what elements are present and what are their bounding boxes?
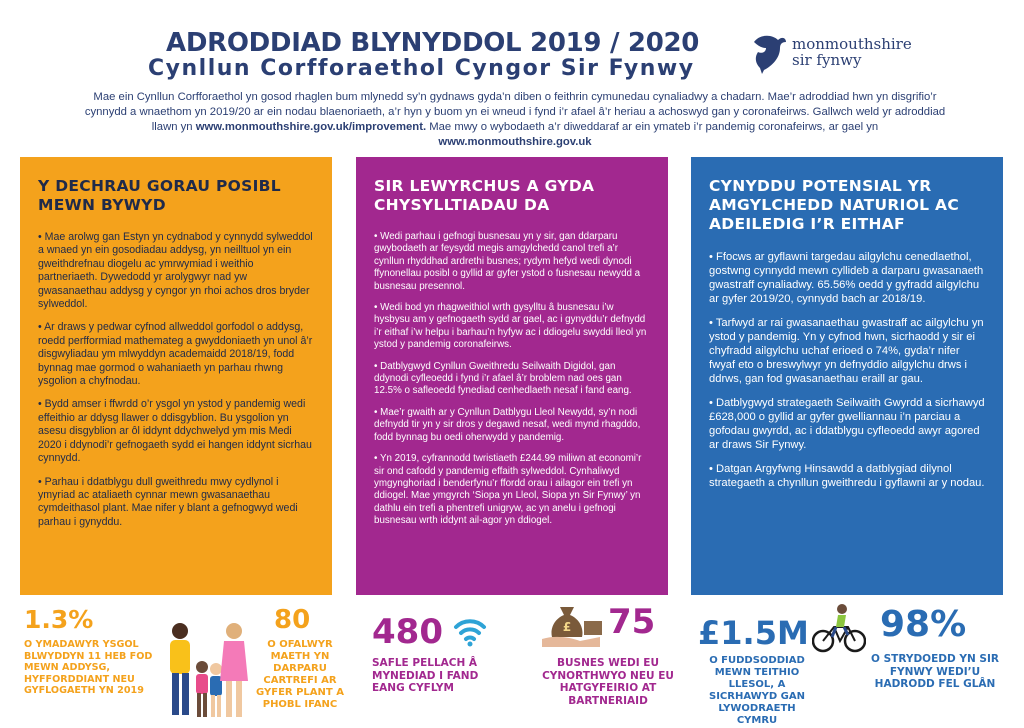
logo-line-2: sir fynwy: [792, 51, 862, 69]
intro-text-2: Mae mwy o wybodaeth a’r diweddaraf ar ein ymateb i’r pandemig coronafeirws, ar gael yn: [426, 121, 879, 133]
stat-streets-value: 98%: [880, 604, 967, 645]
logo-text: [792, 36, 912, 68]
bullet: • Bydd amser i ffwrdd o’r ysgol yn ystod y pandemig wedi effeithio ar ddysg llawer o ddisgyblion. Bu ysgolion yn asesu disgyblion ar ôl iddynt ddychwelyd ym mis Medi 2020 i ddynodi’r gefnogaeth sydd ei hangen iddynt sicrhau cynnydd.: [38, 398, 312, 465]
bullet: • Yn 2019, cyfrannodd twristiaeth £244.99 miliwn at economi’r sir ond cafodd y pandemig effaith sylweddol. Cynhaliwyd ymgynghoriad i benderfynu’r ffordd orau i ailagor ein trefi yn ddiogel. Mae ymgyrch ‘Siopa yn Lleol, Siopa yn Sir Fynwy’ yn dathlu ein trefi a phentrefi unigryw, ac yn anelu i gefnogi busnesau wrth iddynt ail-agor yn ddiogel.: [374, 453, 642, 527]
bullet: • Datblygwyd Cynllun Gweithredu Seilwaith Digidol, gan ddynodi cyfleoedd i fynd i’r afael â’r broblem nad oes gan 12.5% o safleoedd fynediad cenhedlaeth nesaf i fand eang.: [374, 360, 632, 397]
cyclist-icon: [812, 603, 866, 655]
intro-text-1: Mae ein Cynllun Corfforaethol yn gosod rhaglen bum mlynedd sy’n gydnaws gyda’n diben o feithrin cymunedau cynaliadwy a chadarn. Mae’r adroddiad hwn yn disgrifio’r cynnydd a wnaethom yn 2019/20 ar ein nodau blaenoriaeth, a’r hyn y buom yn ei wneud i fynd i’r afael â’r heriau a achoswyd gan y coronafeirws. Gallwch weld yr adroddiad llawn yn: [84, 91, 946, 133]
stat-travel-caption: O FUDDSODDIAD MEWN TEITHIO LLESOL, A SICRHAWYD GAN LYWODRAETH CYMRU: [709, 655, 805, 726]
column-environment: [691, 157, 1003, 595]
wifi-icon: [452, 613, 488, 649]
report-title: ADRODDIAD BLYNYDDOL 2019 / 2020: [166, 28, 700, 58]
stat-broadband-value: 480: [372, 612, 443, 652]
dragon-logo-icon: [750, 32, 790, 76]
bullet: • Parhau i ddatblygu dull gweithredu mwy cydlynol i ymyriad ac ataliaeth cynnar mewn gwasanaethau cymdeithasol plant. Mae nifer y blant a gefnogwyd wedi parhau i gynyddu.: [38, 475, 298, 528]
stat-streets-caption: O STRYDOEDD YN SIR FYNWY WEDI’U HADRODD FEL GLÂN: [871, 653, 999, 690]
column-heading: Y DECHRAU GORAU POSIBL MEWN BYWYD: [38, 177, 281, 214]
council-logo[interactable]: [750, 32, 912, 84]
column-prosperous: [356, 157, 668, 595]
column-heading: CYNYDDU POTENSIAL YR AMGYLCHEDD NATURIOL AC ADEILEDIG I’R EITHAF: [709, 177, 960, 233]
stat-foster-value: 80: [274, 605, 311, 635]
stat-neet-value: 1.3%: [24, 605, 94, 634]
header: [0, 0, 1024, 160]
family-illustration-icon: [158, 615, 254, 723]
bullet: • Tarfwyd ar rai gwasanaethau gwastraff ac ailgylchu yn ystod y pandemig. Yn y cyfnod hwn, sicrhaodd y sir ei chyfradd ailgylchu uchaf erioed o 74%, gyda’r nifer fwyaf eto o breswylwyr yn defnyddio ailgylchu drws i ddrws, gan fod gwasanaethau eraill ar gau.: [709, 317, 984, 385]
stat-business-value: 75: [608, 602, 656, 642]
money-bag-icon: [540, 597, 604, 651]
bullet: • Wedi bod yn rhagweithiol wrth gysylltu â busnesau i’w hysbysu am y gefnogaeth sydd ar gael, ac i gynyddu’r defnydd i’r eithaf i’w helpu i barhau’n hyfyw ac i ddiogelu swyddi lleol yn ystod y pandemig coronafeirws.: [374, 302, 647, 351]
bullet: • Wedi parhau i gefnogi busnesau yn y sir, gan ddarparu gwybodaeth ar feysydd megis amgylchedd canol trefi a’r cynllun rhyddhad ardrethi busnes; rydym hefyd wedi dynodi ffynonellau posibl o gyllid ar gyfer ystod o fusnesau newydd a busnesau presennol.: [374, 231, 641, 292]
intro-paragraph: [80, 90, 950, 150]
bullet: • Ar draws y pedwar cyfnod allweddol gorfodol o addysg, roedd perfformiad mathemateg a gwyddoniaeth yn unol â’r disgwyliadau ym mlwyddyn academaidd 2018/19, fodd bynnag mae gormod o wahaniaeth yn parhau rhwng ysgolion a chyfnodau.: [38, 321, 313, 388]
logo-line-1: monmouthshire: [792, 35, 912, 53]
stat-travel-value: £1.5M: [698, 614, 809, 652]
bullet: • Datgan Argyfwng Hinsawdd a datblygiad dilynol strategaeth a chynllun gweithredu i gyflawni ar y nodau.: [709, 463, 985, 489]
stat-neet-caption: O YMADAWYR YSGOL BLWYDDYN 11 HEB FOD MEWN ADDYSG, HYFFORDDIANT NEU GYFLOGAETH YN 2019: [24, 639, 153, 696]
bullet: • Ffocws ar gyflawni targedau ailgylchu cenedlaethol, gostwng cynnydd mewn cyllideb a darparu gwasanaeth gwastraff cynaliadwy. 65.56% oedd y gyfradd ailgylchu ar gyfer 2019/20, cynnydd bach ar 2018/19.: [709, 251, 984, 305]
bullet: • Mae’r gwaith ar y Cynllun Datblygu Lleol Newydd, sy’n nodi defnydd tir yn y sir dros y degawd nesaf, wedi mynd rhagddo, fodd bynnag bu oedi oherwydd y pandemig.: [374, 406, 641, 443]
svg-text:£: £: [562, 620, 572, 634]
website-link[interactable]: www.monmouthshire.gov.uk: [438, 136, 592, 148]
stats-strip: [0, 595, 1024, 728]
bullet: • Mae arolwg gan Estyn yn cydnabod y cynnydd sylweddol a wnaed yn ein gosodiadau addysg, yn neilltuol yn ein gweithdrefnau diogelu ac ymrwymiad i weithio partneriaeth. Dywedodd yr arolygwyr nad yw gwasanaethau addysg y cyngor yn rhoi achos dros bryder sylweddol.: [38, 231, 313, 311]
bullet: • Datblygwyd strategaeth Seilwaith Gwyrdd a sicrhawyd £628,000 o gyllid ar gyfer gwelliannau i’n parciau a gofodau gwyrdd, ac i ddatblygu cyfleoedd awyr agored ar draws Sir Fynwy.: [709, 397, 985, 451]
improvement-link[interactable]: www.monmouthshire.gov.uk/improvement.: [195, 121, 427, 133]
column-best-start: [20, 157, 332, 595]
stat-foster-caption: O OFALWYR MAETH YN DARPARU CARTREFI AR GYFER PLANT A PHOBL IFANC: [256, 639, 344, 710]
stat-broadband-caption: SAFLE PELLACH Â MYNEDIAD I FAND EANG CYFLYM: [372, 657, 479, 694]
column-heading: SIR LEWYRCHUS A GYDA CHYSYLLTIADAU DA: [374, 177, 595, 214]
report-subtitle: Cynllun Corfforaethol Cyngor Sir Fynwy: [148, 56, 695, 81]
stat-business-caption: BUSNES WEDI EU CYNORTHWYO NEU EU HATGYFEIRIO AT BARTNERIAID: [542, 657, 674, 707]
